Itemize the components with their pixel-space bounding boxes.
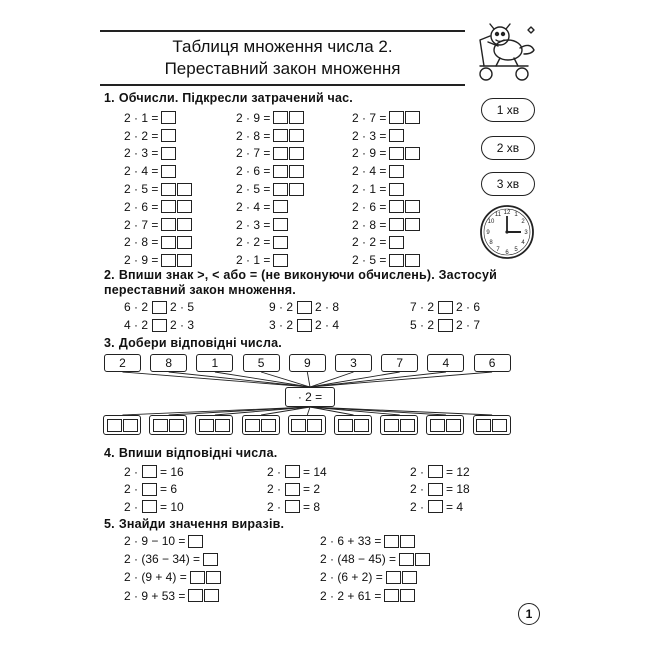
equation-prefix: 2 · [124,499,139,514]
task-5-expression [124,587,221,605]
equation-text: 2 · 3 = [124,146,159,161]
equation-prefix: 2 · [124,464,139,479]
task-5-expression [320,550,430,568]
task-3-answer-box[interactable] [195,415,233,435]
answer-box[interactable] [204,589,219,602]
task-3-instruction: Добери відповідні числа. [118,336,282,350]
equation-suffix: = 14 [303,464,327,479]
task-3-answer-box[interactable] [103,415,141,435]
equation-text: 2 · 4 = [352,164,387,179]
answer-cell[interactable] [123,419,138,432]
equation-suffix: = 4 [446,499,464,514]
svg-text:2: 2 [521,219,525,225]
svg-text:1: 1 [514,212,518,218]
task-3-answer-box[interactable] [288,415,326,435]
answer-box[interactable] [400,535,415,548]
task-3-number: 3. [104,336,115,350]
equation-text: 2 · 9 = [124,253,159,268]
equation-text: 2 · 9 = [236,110,271,125]
missing-number-box[interactable] [285,483,300,496]
answer-box[interactable] [384,589,399,602]
task-5-expression [320,568,430,586]
equation-text: 2 · 8 = [236,128,271,143]
task-2-instruction-2: переставний закон множення. [104,283,296,297]
missing-number-box[interactable] [285,465,300,478]
svg-text:4: 4 [521,240,525,246]
comparison-left: 6 · 2 [124,300,149,314]
answer-box[interactable] [402,571,417,584]
comparison-right: 2 · 6 [456,300,481,314]
svg-text:5: 5 [514,247,518,253]
answer-box[interactable] [203,553,218,566]
svg-text:12: 12 [503,210,511,216]
equation-text: 2 · 6 = [124,199,159,214]
comparison-right: 2 · 7 [456,318,481,332]
comparison-left: 7 · 2 [410,300,435,314]
equation-suffix: = 12 [446,464,470,479]
connector-line [215,407,310,415]
task-2-instruction-1: Впиши знак >, < або = (не виконуючи обчислень). Застосуй [118,268,497,282]
expression-text: 2 · (48 − 45) = [320,552,397,567]
answer-cell[interactable] [354,419,369,432]
equation-suffix: = 18 [446,482,470,497]
time-option-1[interactable]: 1 хв [481,98,535,122]
task-2-number: 2. [104,268,115,282]
answer-box[interactable] [188,589,203,602]
connector-line [307,372,310,387]
svg-text:11: 11 [494,212,502,218]
connector-line [215,372,310,387]
comparison-left: 9 · 2 [269,300,294,314]
time-option-3[interactable]: 3 хв [481,172,535,196]
equation-text: 2 · 3 = [236,217,271,232]
task-5-expression [124,532,221,550]
equation-suffix: = 10 [160,499,184,514]
task-3-number-box: 9 [289,354,326,372]
equation-prefix: 2 · [267,499,282,514]
task-5-heading [104,517,284,531]
task-4-heading [104,446,277,460]
answer-box[interactable] [399,553,414,566]
equation-text: 2 · 1 = [352,182,387,197]
task-4-equation [410,481,470,499]
task-4-equation [267,481,327,499]
svg-text:10: 10 [487,219,495,225]
equation-suffix: = 8 [303,499,321,514]
task-4-equation [124,498,184,516]
answer-box[interactable] [384,535,399,548]
answer-cell[interactable] [476,419,491,432]
task-3-number-box: 7 [381,354,418,372]
answer-cell[interactable] [492,419,507,432]
task-3-answer-box[interactable] [149,415,187,435]
answer-cell[interactable] [338,419,353,432]
equation-text: 2 · 7 = [352,110,387,125]
task-3-answer-box[interactable] [473,415,511,435]
task-3-number-box: 6 [474,354,511,372]
answer-cell[interactable] [245,419,260,432]
task-3-answer-box[interactable] [426,415,464,435]
task-4-column-2 [267,463,327,516]
page-number: 1 [518,603,540,625]
equation-suffix: = 2 [303,482,321,497]
task-5-number: 5. [104,517,115,531]
task-3-number-box: 1 [196,354,233,372]
task-5-instruction: Знайди значення виразів. [118,517,285,531]
connector-line [169,372,310,387]
answer-cell[interactable] [307,419,322,432]
task-3-number-box: 8 [150,354,187,372]
equation-text: 2 · 2 = [124,128,159,143]
answer-box[interactable] [386,571,401,584]
comparison-right: 2 · 8 [315,300,340,314]
task-4-instruction: Впиши відповідні числа. [118,446,278,460]
connector-line [310,407,492,415]
equation-text: 2 · 4 = [124,164,159,179]
expression-text: 2 · (36 − 34) = [124,552,201,567]
equation-text: 2 · 2 = [236,235,271,250]
answer-cell[interactable] [400,419,415,432]
answer-cell[interactable] [430,419,445,432]
answer-cell[interactable] [446,419,461,432]
task-4-equation [124,463,184,481]
equation-text: 2 · 8 = [124,235,159,250]
missing-number-box[interactable] [285,500,300,513]
answer-cell[interactable] [153,419,168,432]
equation-text: 2 · 2 = [352,235,387,250]
equation-prefix: 2 · [124,482,139,497]
answer-box[interactable] [400,589,415,602]
equation-text: 2 · 6 = [352,199,387,214]
task-4-number: 4. [104,446,115,460]
task-1-instruction: Обчисли. Підкресли затрачений час. [118,91,353,105]
missing-number-box[interactable] [428,465,443,478]
expression-text: 2 · 9 + 53 = [124,588,186,603]
comparison-left: 4 · 2 [124,318,149,332]
task-5-column-2 [320,532,430,605]
missing-number-box[interactable] [428,483,443,496]
equation-text: 2 · 5 = [124,182,159,197]
equation-text: 2 · 6 = [236,164,271,179]
task-5-expression [320,532,430,550]
expression-text: 2 · 9 − 10 = [124,534,186,549]
svg-text:8: 8 [489,240,493,246]
answer-box[interactable] [206,571,221,584]
connector-line [169,407,310,415]
connector-line [310,372,492,387]
task-3-answer-box[interactable] [242,415,280,435]
comparison-right: 2 · 4 [315,318,340,332]
equation-prefix: 2 · [267,482,282,497]
svg-text:6: 6 [505,250,509,256]
comparison-right: 2 · 5 [170,300,195,314]
task-5-expression [124,568,221,586]
comparison-left: 3 · 2 [269,318,294,332]
equation-text: 2 · 3 = [352,128,387,143]
title-line-1: Таблиця множення числа 2. [172,37,393,56]
missing-number-box[interactable] [428,500,443,513]
comparison-left: 5 · 2 [410,318,435,332]
task-3-answer-box[interactable] [380,415,418,435]
answer-cell[interactable] [261,419,276,432]
task-4-equation [410,498,470,516]
connector-line [310,372,400,387]
task-4-equation [267,463,327,481]
task-4-column-3 [410,463,470,516]
answer-box[interactable] [190,571,205,584]
time-option-2[interactable]: 2 хв [481,136,535,160]
equation-text: 2 · 9 = [352,146,387,161]
task-3-answer-box[interactable] [334,415,372,435]
task-4-equation [410,463,470,481]
equation-text: 2 · 1 = [124,110,159,125]
task-3-operator-box: · 2 = [285,387,335,407]
missing-number-box[interactable] [142,500,157,513]
answer-cell[interactable] [107,419,122,432]
task-3-number-box: 4 [427,354,464,372]
task-3-number-box: 2 [104,354,141,372]
task-4-column-1 [124,463,184,516]
task-4-equation [124,481,184,499]
answer-cell[interactable] [291,419,306,432]
task-4-equation [267,498,327,516]
equation-prefix: 2 · [410,464,425,479]
equation-suffix: = 6 [160,482,178,497]
equation-text: 2 · 5 = [352,253,387,268]
missing-number-box[interactable] [142,465,157,478]
expression-text: 2 · 6 + 33 = [320,534,382,549]
task-3-number-box: 5 [243,354,280,372]
expression-text: 2 · 2 + 61 = [320,588,382,603]
expression-text: 2 · (6 + 2) = [320,570,383,585]
equation-prefix: 2 · [410,499,425,514]
equation-suffix: = 16 [160,464,184,479]
equation-text: 2 · 7 = [124,217,159,232]
connector-line [307,407,310,415]
equation-text: 2 · 1 = [236,253,271,268]
svg-text:7: 7 [496,247,500,253]
task-5-column-1 [124,532,221,605]
task-3-number-box: 3 [335,354,372,372]
svg-text:3: 3 [524,230,528,236]
equation-text: 2 · 8 = [352,217,387,232]
equation-text: 2 · 4 = [236,199,271,214]
task-5-expression [124,550,221,568]
task-1-number: 1. [104,91,115,105]
equation-text: 2 · 5 = [236,182,271,197]
svg-text:9: 9 [486,230,490,236]
answer-cell[interactable] [215,419,230,432]
answer-cell[interactable] [199,419,214,432]
title-line-2: Переставний закон множення [164,59,401,78]
answer-cell[interactable] [169,419,184,432]
missing-number-box[interactable] [142,483,157,496]
comparison-right: 2 · 3 [170,318,195,332]
equation-text: 2 · 7 = [236,146,271,161]
answer-box[interactable] [188,535,203,548]
connector-line [123,372,311,387]
expression-text: 2 · (9 + 4) = [124,570,187,585]
equation-prefix: 2 · [410,482,425,497]
answer-box[interactable] [415,553,430,566]
equation-prefix: 2 · [267,464,282,479]
answer-cell[interactable] [384,419,399,432]
task-5-expression [320,587,430,605]
